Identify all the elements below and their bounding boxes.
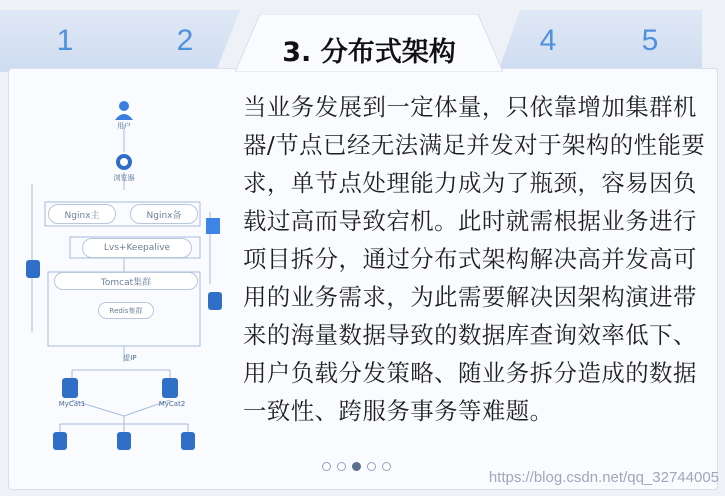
tab-5[interactable] — [598, 10, 702, 72]
page-dot-4[interactable] — [367, 462, 376, 471]
tab-2[interactable] — [130, 10, 240, 72]
mycat2-label: MyCat2 — [158, 400, 186, 408]
architecture-diagram — [20, 96, 248, 486]
lvs-node: Lvs+Keepalive — [82, 238, 192, 258]
pagination-dots — [322, 462, 391, 471]
mycat1-label: MyCat1 — [58, 400, 86, 408]
tab-4[interactable] — [498, 10, 598, 72]
redis-node: Redis集群 — [98, 302, 154, 319]
body-paragraph: 当业务发展到一定体量，只依靠增加集群机器/节点已经无法满足并发对于架构的性能要求，单节点处理能力成为了瓶颈，容易因负载过高而导致宕机。此时就需根据业务进行项目拆分，通过分布式架构解决高并发高可用的业务需求，为此需要解决因架构演进带来的海量数据导致的数据库查询效率低下、用户负载分发策略、随业务拆分造成的数据一致性、跨服务事务等难题。 — [243, 93, 706, 425]
browser-label: 浏览器 — [113, 174, 135, 182]
page-dot-2[interactable] — [337, 462, 346, 471]
page-dot-1[interactable] — [322, 462, 331, 471]
diagram-lines — [20, 96, 248, 486]
tab-4-label: 4 — [539, 24, 557, 57]
user-label: 用户 — [117, 122, 131, 130]
page-dot-5[interactable] — [382, 462, 391, 471]
tab-2-label: 2 — [176, 24, 194, 57]
nginx-backup-node: Nginx备 — [130, 204, 198, 224]
tab-1-label: 1 — [56, 24, 74, 57]
watermark-text: https://blog.csdn.net/qq_32744005 — [488, 469, 719, 486]
tab-5-label: 5 — [641, 24, 659, 57]
active-tab-label: 3. 分布式架构 — [282, 37, 456, 68]
tomcat-node: Tomcat集群 — [54, 272, 198, 290]
page-dot-3[interactable] — [352, 462, 361, 471]
tab-1[interactable] — [0, 10, 130, 72]
nginx-master-node: Nginx主 — [48, 204, 116, 224]
tab-3-active[interactable] — [235, 14, 503, 72]
vip-label: 虚IP — [123, 354, 137, 362]
